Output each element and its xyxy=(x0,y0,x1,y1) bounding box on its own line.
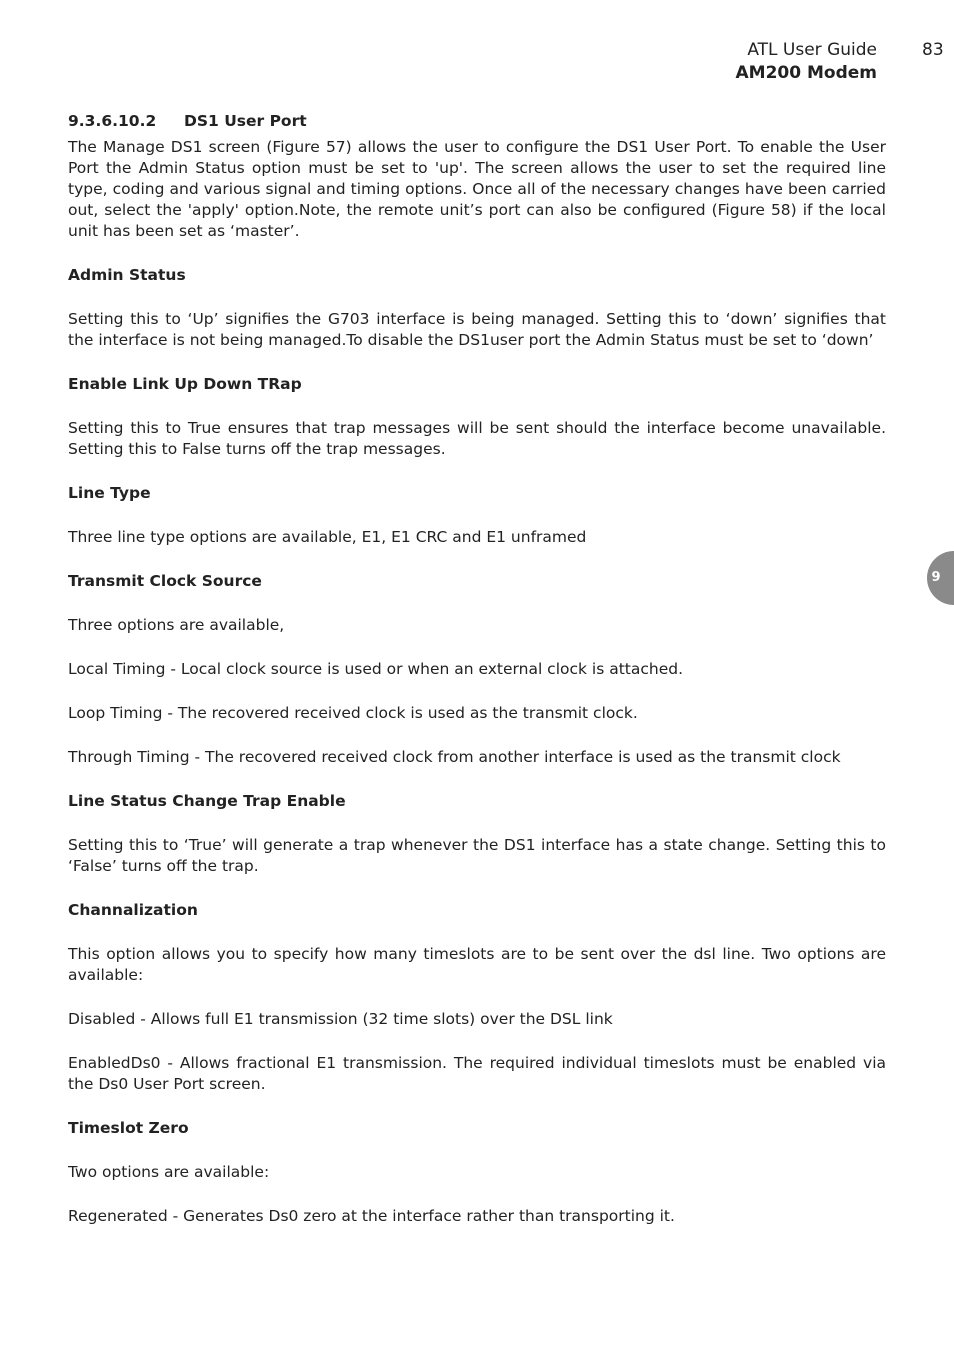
link-trap-heading: Enable Link Up Down TRap xyxy=(68,375,302,393)
chapter-tab xyxy=(927,551,954,605)
channalization-heading: Channalization xyxy=(68,901,198,919)
transmit-clock-loop: Loop Timing - The recovered received clock is used as the transmit clock. xyxy=(68,704,638,722)
intro-paragraph: The Manage DS1 screen (Figure 57) allows the user to configure the DS1 User Port. To enable the User Port the Admin Status option must be set to 'up'. The screen allows the user to set the required line type, coding and various signal and timing options. Once all of the necessary changes have been carried out, select the 'apply' option.Note, the remote unit’s port can also be configured (Figure 58) if the local unit has been set as ‘master’. xyxy=(68,138,886,240)
transmit-clock-intro: Three options are available, xyxy=(68,616,285,634)
section-title-text: DS1 User Port xyxy=(184,112,307,130)
admin-status-text: Setting this to ‘Up’ signifies the G703 interface is being managed. Setting this to ‘down’ signifies that the interface is not being managed.To disable the DS1user port the Admin Status must be set to ‘down’ xyxy=(68,310,886,349)
section-number: 9.3.6.10.2 xyxy=(68,112,157,130)
product-name: AM200 Modem xyxy=(735,63,877,83)
timeslot-zero-intro: Two options are available: xyxy=(68,1163,270,1181)
transmit-clock-local: Local Timing - Local clock source is used or when an external clock is attached. xyxy=(68,660,684,678)
transmit-clock-heading: Transmit Clock Source xyxy=(68,572,262,590)
admin-status-heading: Admin Status xyxy=(68,266,186,284)
link-trap-text: Setting this to True ensures that trap messages will be sent should the interface become unavailable. Setting this to False turns off the trap messages. xyxy=(68,419,886,458)
channalization-enabled: EnabledDs0 - Allows fractional E1 transmission. The required individual timeslots must be enabled via the Ds0 User Port screen. xyxy=(68,1054,886,1093)
transmit-clock-through: Through Timing - The recovered received clock from another interface is used as the transmit clock xyxy=(68,748,841,766)
line-status-trap-heading: Line Status Change Trap Enable xyxy=(68,792,346,810)
page-header xyxy=(736,39,878,85)
line-type-heading: Line Type xyxy=(68,484,151,502)
channalization-disabled: Disabled - Allows full E1 transmission (32 time slots) over the DSL link xyxy=(68,1010,613,1028)
line-status-trap-text: Setting this to ‘True’ will generate a trap whenever the DS1 interface has a state change. Setting this to ‘False’ turns off the trap. xyxy=(68,836,886,875)
page-number: 83 xyxy=(922,40,944,60)
timeslot-zero-heading: Timeslot Zero xyxy=(68,1119,189,1137)
timeslot-zero-regenerated: Regenerated - Generates Ds0 zero at the interface rather than transporting it. xyxy=(68,1207,675,1225)
channalization-intro: This option allows you to specify how many timeslots are to be sent over the dsl line. Two options are available: xyxy=(68,945,886,984)
section-title xyxy=(68,111,886,132)
guide-title: ATL User Guide xyxy=(747,40,877,60)
line-type-text: Three line type options are available, E1, E1 CRC and E1 unframed xyxy=(68,528,587,546)
chapter-tab-number: 9 xyxy=(931,570,941,585)
page-content xyxy=(68,111,886,1250)
